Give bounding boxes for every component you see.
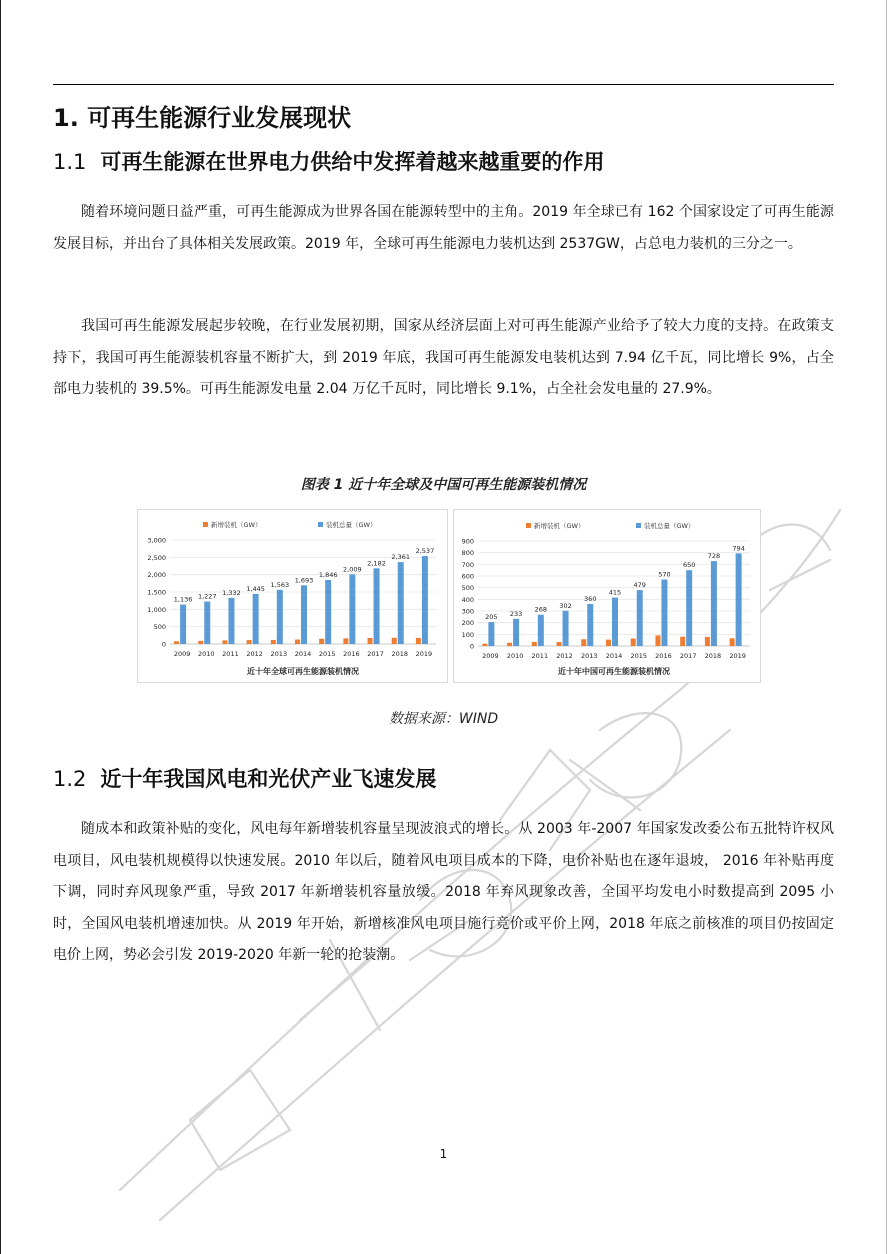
x-tick-label: 2019	[729, 652, 746, 660]
bar-new-capacity	[581, 639, 586, 646]
y-tick-label: 200	[461, 619, 474, 628]
bar-new-capacity	[416, 638, 421, 644]
bar-new-capacity	[368, 638, 373, 644]
data-label: 650	[682, 561, 696, 570]
y-tick-label: 700	[461, 560, 474, 569]
data-label: 302	[559, 601, 572, 610]
bar-total-capacity	[228, 598, 234, 644]
x-tick-label: 2016	[655, 652, 672, 660]
data-label: 268	[534, 605, 548, 614]
bar-total-capacity	[325, 580, 331, 644]
subsection-title: 可再生能源在世界电力供给中发挥着越来越重要的作用	[100, 150, 605, 174]
x-tick-label: 2019	[415, 650, 433, 658]
data-label: 1,563	[270, 580, 290, 589]
y-tick-label: 300	[461, 607, 474, 616]
header-rule	[53, 84, 834, 85]
section-heading-1: 1. 可再生能源行业发展现状	[53, 104, 352, 132]
bar-total-capacity	[349, 574, 355, 644]
bar-total-capacity	[488, 622, 494, 646]
bar-new-capacity	[198, 641, 203, 644]
subsection-title: 近十年我国风电和光伏产业飞速发展	[100, 767, 437, 791]
bar-new-capacity	[222, 640, 227, 644]
x-tick-label: 2016	[343, 650, 360, 658]
x-tick-label: 2009	[482, 652, 499, 660]
x-tick-label: 2013	[580, 652, 598, 660]
x-tick-label: 2015	[318, 650, 336, 658]
bar-total-capacity	[661, 580, 667, 647]
y-tick-label: 2,500	[147, 553, 166, 562]
bar-new-capacity	[631, 639, 636, 646]
bar-new-capacity	[680, 637, 685, 646]
y-tick-label: 0	[469, 642, 474, 651]
data-label: 1,136	[173, 595, 193, 604]
data-label: 479	[633, 581, 646, 590]
bar-total-capacity	[563, 611, 569, 646]
y-tick-label: 500	[461, 584, 474, 593]
bar-new-capacity	[730, 638, 735, 646]
x-tick-label: 2014	[294, 650, 312, 658]
x-tick-label: 2018	[704, 652, 722, 660]
data-label: 728	[707, 552, 721, 561]
x-tick-label: 2011	[531, 652, 549, 660]
chart-title: 近十年中国可再生能源装机情况	[558, 667, 670, 676]
paragraph: 随成本和政策补贴的变化，风电每年新增装机容量呈现波浪式的增长。从 2003 年-2007 年国家发改委公布五批特许权风电项目，风电装机规模得以快速发展。2010 年以后，随着风电项目成本的下降，电价补贴也在逐年退坡， 2016 年补贴再度下调，同时弃风现象严重，导致 2017 年新增装机容量放缓。2018 年弃风现象改善，全国平均发电小时数提高到 2095 小时，全国风电装机增速加快。从 2019 年开始，新增核准风电项目施行竞价或平价上网，2018 年底之前核准的项目仍按固定电价上网，势必会引发 2019-2020 年新一轮的抢装潮。	[53, 821, 834, 963]
bar-new-capacity	[532, 642, 537, 646]
bar-new-capacity	[174, 641, 179, 644]
x-tick-label: 2010	[506, 652, 524, 660]
bar-total-capacity	[204, 601, 210, 644]
x-tick-label: 2017	[367, 650, 384, 658]
bar-total-capacity	[422, 556, 428, 644]
y-tick-label: 1,000	[147, 605, 166, 614]
bar-total-capacity	[736, 553, 742, 646]
y-tick-label: 0	[161, 640, 166, 649]
x-tick-label: 2009	[173, 650, 191, 658]
x-tick-label: 2014	[605, 652, 623, 660]
subsection-heading-1-1	[53, 146, 604, 176]
x-tick-label: 2011	[222, 650, 239, 658]
global-capacity-chart	[137, 509, 448, 683]
legend-swatch-total	[636, 523, 641, 528]
china-capacity-chart	[453, 509, 761, 683]
bar-total-capacity	[180, 605, 186, 644]
data-label: 1,846	[318, 571, 338, 580]
y-tick-label: 1,500	[147, 588, 166, 597]
figure-caption: 图表 1 近十年全球及中国可再生能源装机情况	[300, 477, 587, 493]
legend-swatch-new	[203, 522, 208, 527]
bar-new-capacity	[482, 644, 487, 646]
data-label: 205	[485, 613, 498, 622]
data-label: 2,009	[343, 565, 362, 574]
bar-total-capacity	[711, 561, 717, 646]
x-tick-label: 2015	[630, 652, 648, 660]
bar-total-capacity	[513, 619, 519, 646]
bar-total-capacity	[301, 585, 307, 644]
y-tick-label: 900	[461, 537, 474, 546]
bar-total-capacity	[253, 594, 259, 644]
page-border-left	[0, 0, 1, 1254]
bar-new-capacity	[507, 643, 512, 646]
bar-total-capacity	[538, 615, 544, 646]
bar-total-capacity	[637, 590, 643, 646]
legend-label-new: 新增装机（GW）	[534, 522, 585, 530]
data-label: 1,693	[294, 576, 314, 585]
data-label: 2,537	[415, 547, 435, 556]
bar-total-capacity	[398, 562, 404, 644]
subsection-number: 1.2	[53, 767, 87, 791]
bar-new-capacity	[392, 638, 397, 644]
bar-new-capacity	[319, 639, 324, 644]
watermark-image	[40, 260, 860, 1240]
bar-new-capacity	[343, 638, 348, 644]
data-label: 415	[608, 588, 622, 597]
x-tick-label: 2017	[679, 652, 697, 660]
bar-new-capacity	[557, 642, 562, 646]
data-label: 2,182	[367, 559, 386, 568]
y-tick-label: 100	[461, 630, 474, 639]
subsection-number: 1.1	[53, 150, 87, 174]
legend-swatch-new	[526, 523, 531, 528]
data-label: 1,332	[222, 588, 241, 597]
data-label: 570	[658, 570, 671, 579]
bar-new-capacity	[247, 640, 252, 644]
x-tick-label: 2013	[270, 650, 288, 658]
data-label: 1,227	[197, 592, 217, 601]
x-tick-label: 2012	[246, 650, 263, 658]
bar-new-capacity	[705, 637, 710, 646]
x-tick-label: 2012	[556, 652, 573, 660]
y-tick-label: 600	[461, 572, 474, 581]
bar-new-capacity	[655, 635, 660, 646]
bar-new-capacity	[295, 639, 300, 644]
bar-total-capacity	[587, 604, 593, 646]
figure-source: 数据来源：WIND	[388, 711, 499, 727]
paragraph: 随着环境问题日益严重，可再生能源成为世界各国在能源转型中的主角。2019 年全球已有 162 个国家设定了可再生能源发展目标，并出台了具体相关发展政策。2019 年，全球可再生能源电力装机达到 2537GW，占总电力装机的三分之一。	[53, 204, 834, 252]
y-tick-label: 400	[461, 595, 474, 604]
legend-label-total: 装机总量（GW）	[644, 522, 695, 530]
data-label: 1,445	[246, 584, 265, 593]
global-capacity-chart-svg	[138, 510, 447, 682]
x-tick-label: 2018	[391, 650, 409, 658]
bar-total-capacity	[612, 598, 618, 646]
data-label: 233	[509, 609, 523, 618]
y-tick-label: 800	[461, 549, 474, 558]
bar-total-capacity	[374, 568, 380, 644]
data-label: 2,361	[391, 553, 411, 562]
legend-label-new: 新增装机（GW）	[211, 521, 262, 529]
y-tick-label: 3,000	[147, 536, 166, 545]
x-tick-label: 2010	[197, 650, 215, 658]
data-label: 794	[732, 544, 745, 553]
legend-swatch-total	[318, 522, 323, 527]
bar-total-capacity	[277, 590, 283, 644]
legend-label-total: 装机总量（GW）	[326, 521, 377, 529]
bar-new-capacity	[271, 640, 276, 644]
y-tick-label: 2,000	[147, 571, 166, 580]
china-capacity-chart-svg	[454, 510, 760, 682]
bar-new-capacity	[606, 640, 611, 646]
subsection-heading-1-2	[53, 763, 436, 793]
bar-total-capacity	[686, 570, 692, 646]
y-tick-label: 500	[153, 623, 166, 632]
chart-title: 近十年全球可再生能源装机情况	[247, 667, 359, 676]
page-number: 1	[439, 1147, 448, 1161]
data-label: 360	[584, 595, 597, 603]
paragraph: 我国可再生能源发展起步较晚，在行业发展初期，国家从经济层面上对可再生能源产业给予了较大力度的支持。在政策支持下，我国可再生能源装机容量不断扩大，到 2019 年底，我国可再生能源发电装机达到 7.94 亿千瓦，同比增长 9%，占全部电力装机的 39.5%。可再生能源发电量 2.04 万亿千瓦时，同比增长 9.1%，占全社会发电量的 27.9%。	[53, 318, 834, 397]
